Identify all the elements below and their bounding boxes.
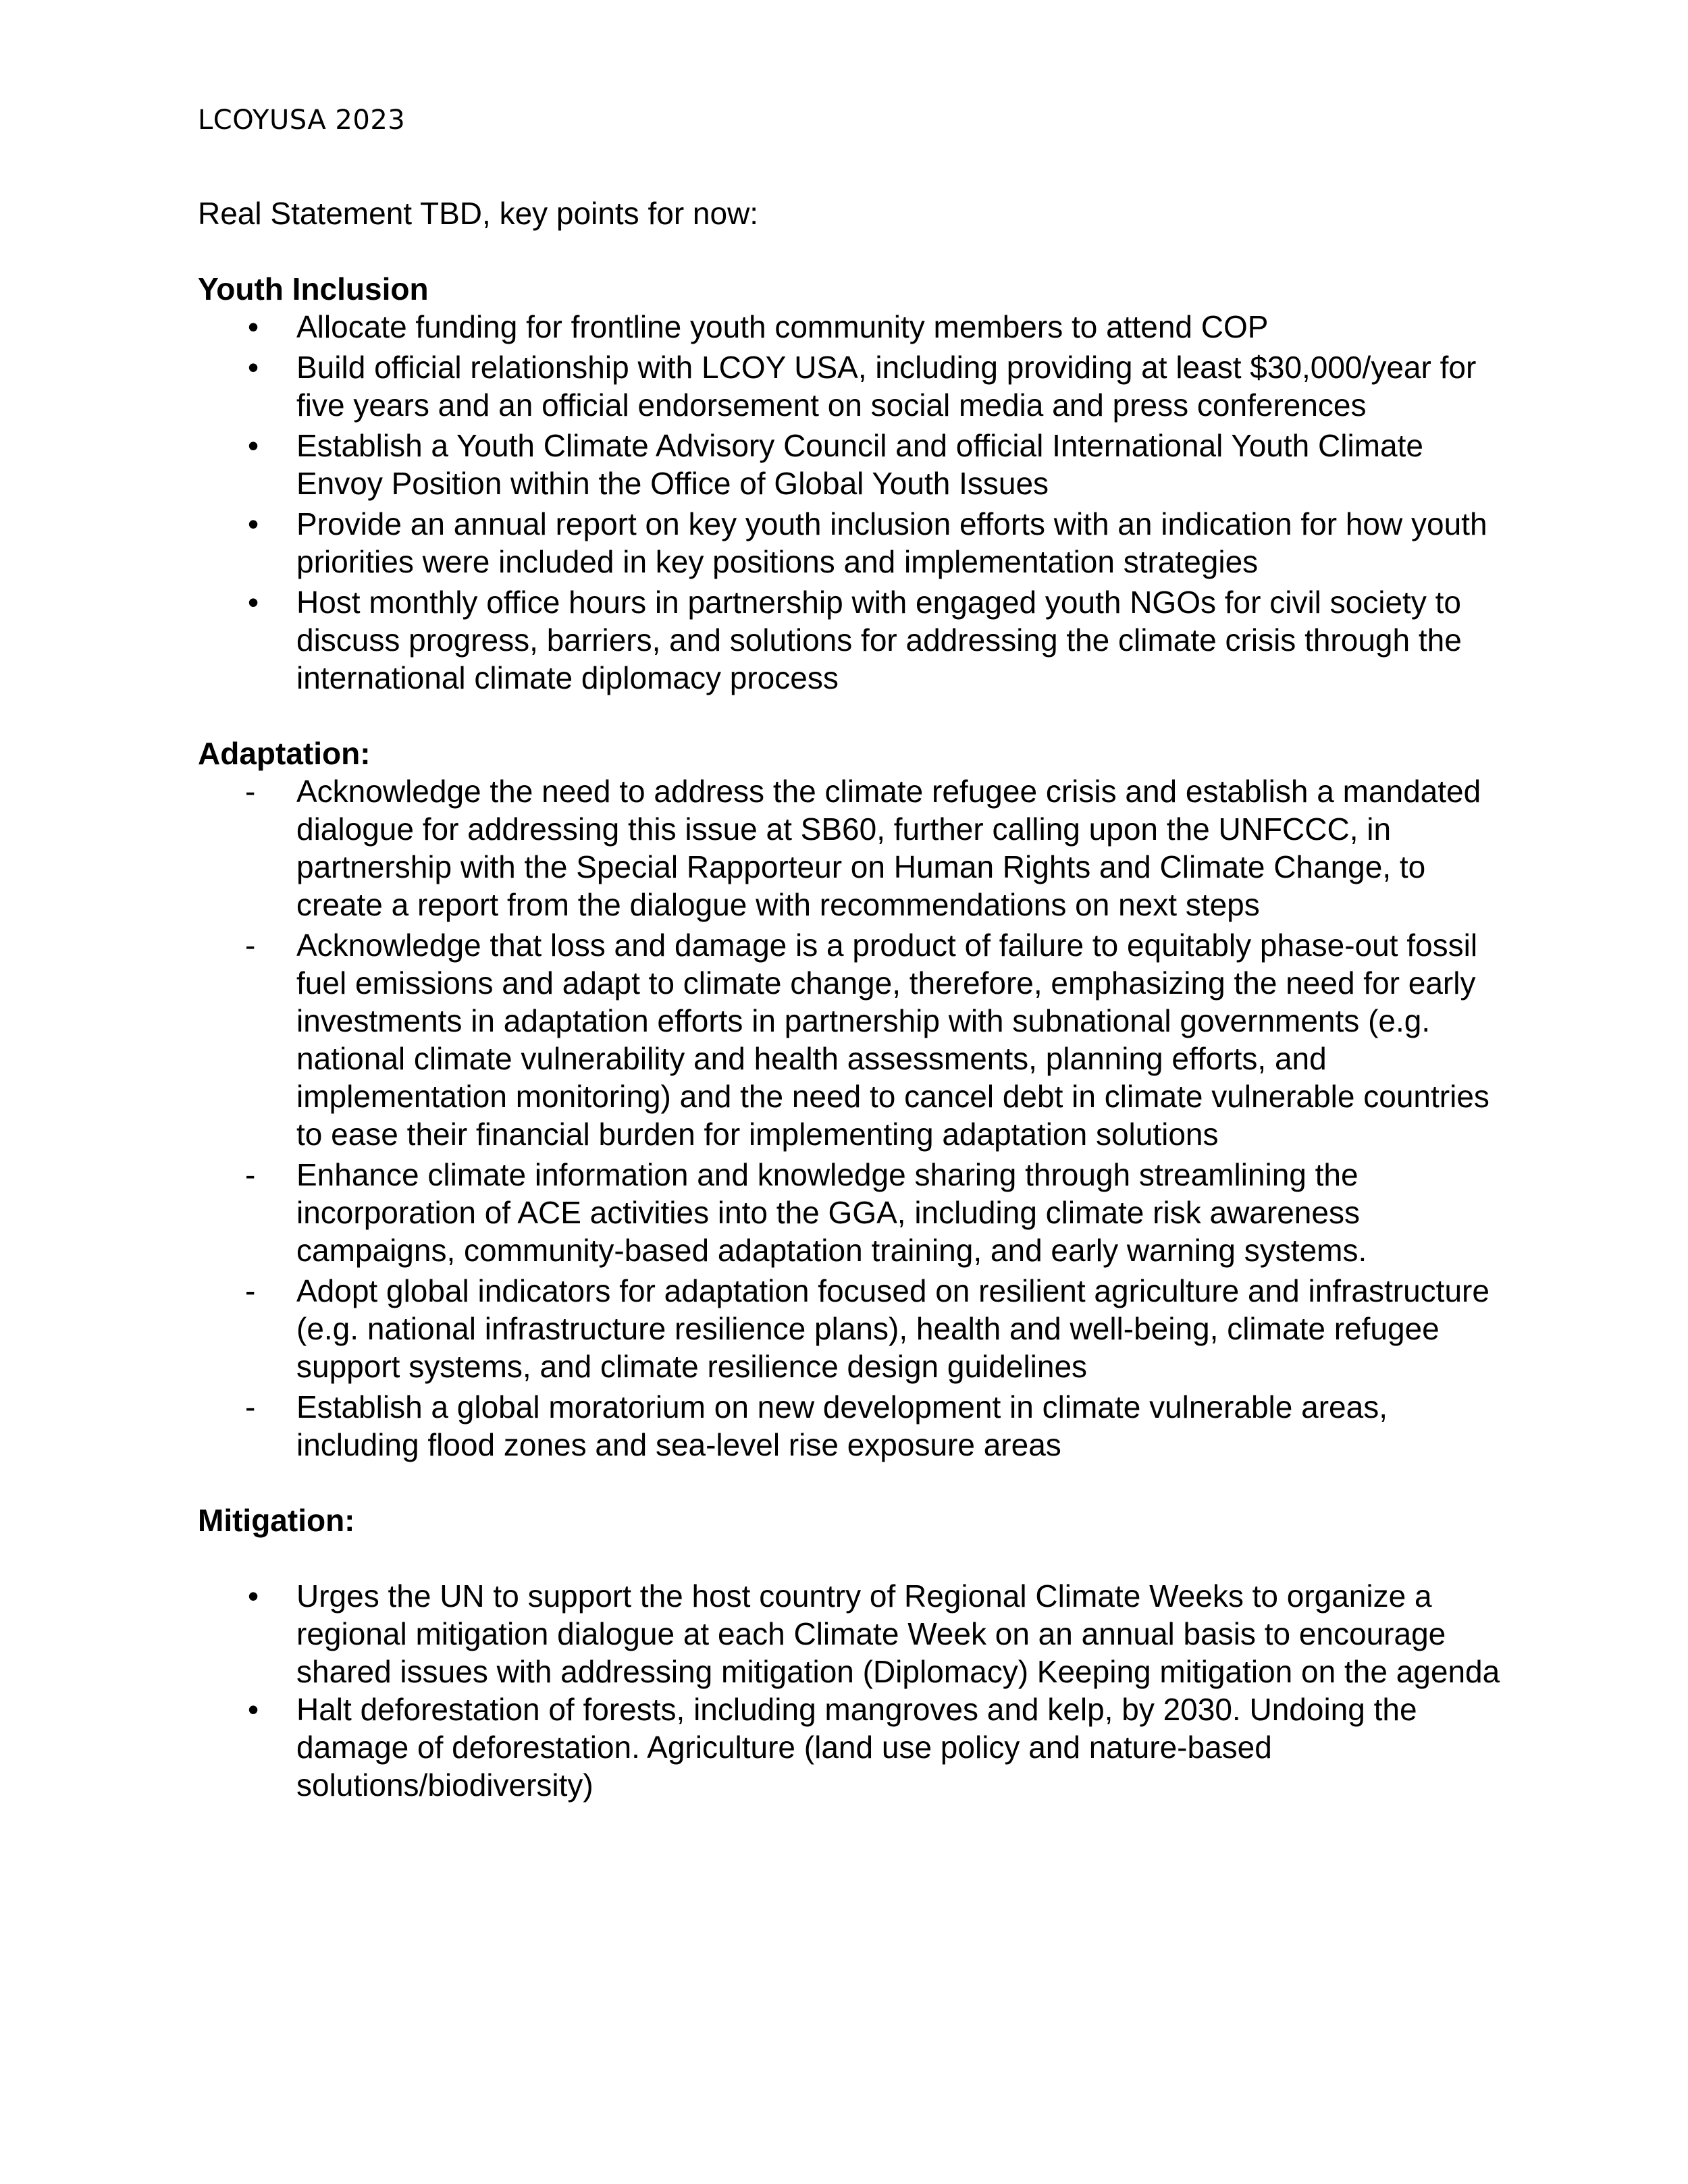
- dash-marker: -: [245, 774, 256, 809]
- list-item-text: Halt deforestation of forests, including mangroves and kelp, by 2030. Undoing the damage of deforestation. Agriculture (land use policy and nature-based solutions/biodiversity): [296, 1692, 1417, 1803]
- bullet-marker: •: [248, 585, 259, 620]
- list-item: [198, 308, 1501, 346]
- dash-marker: -: [245, 1273, 256, 1308]
- list-item-text: Allocate funding for frontline youth community members to attend COP: [296, 309, 1269, 344]
- list-item: [198, 1690, 1501, 1804]
- list-item: [198, 1577, 1501, 1690]
- adaptation-list: [198, 772, 1501, 1464]
- list-item-text: Acknowledge the need to address the climate refugee crisis and establish a mandated dialogue for addressing this issue at SB60, further calling upon the UNFCCC, in partnership with the Special Rapporteur on Human Rights and Climate Change, to create a report from the dialogue with recommendations on next steps: [296, 774, 1481, 922]
- bullet-marker: •: [248, 350, 259, 385]
- dash-marker: -: [245, 1157, 256, 1192]
- page-header: LCOYUSA 2023: [198, 105, 406, 136]
- intro-text: Real Statement TBD, key points for now:: [198, 196, 759, 231]
- list-item-text: Acknowledge that loss and damage is a product of failure to equitably phase-out fossil fuel emissions and adapt to climate change, therefore, emphasizing the need for early investments in adaptation efforts in partnership with subnational governments (e.g. national climate vulnerability and health assessments, planning efforts, and implementation monitoring) and the need to cancel debt in climate vulnerable countries to ease their financial burden for implementing adaptation solutions: [296, 928, 1489, 1152]
- section-title: Adaptation:: [198, 736, 371, 771]
- list-item-text: Build official relationship with LCOY USA, including providing at least $30,000/year for five years and an official endorsement on social media and press conferences: [296, 350, 1477, 423]
- list-item: [198, 1388, 1501, 1464]
- bullet-marker: •: [248, 309, 259, 344]
- list-item: [198, 1156, 1501, 1269]
- section-mitigation: [198, 1501, 1501, 1804]
- section-youth-inclusion: [198, 270, 1501, 697]
- dash-marker: -: [245, 1389, 256, 1424]
- list-item: [198, 427, 1501, 502]
- list-item: [198, 583, 1501, 697]
- list-item-text: Establish a global moratorium on new development in climate vulnerable areas, including flood zones and sea-level rise exposure areas: [296, 1389, 1388, 1462]
- list-item-text: Establish a Youth Climate Advisory Council and official International Youth Climate Envoy Position within the Office of Global Youth Issues: [296, 428, 1423, 501]
- list-item: [198, 1272, 1501, 1385]
- bullet-marker: •: [248, 506, 259, 541]
- list-item-text: Enhance climate information and knowledge sharing through streamlining the incorporation of ACE activities into the GGA, including climate risk awareness campaigns, community-based adaptation training, and early warning systems.: [296, 1157, 1367, 1268]
- list-item: [198, 505, 1501, 581]
- dash-marker: -: [245, 928, 256, 963]
- list-item: [198, 348, 1501, 424]
- list-item: [198, 926, 1501, 1153]
- list-item: [198, 772, 1501, 924]
- list-item-text: Adopt global indicators for adaptation focused on resilient agriculture and infrastructure (e.g. national infrastructure resilience plans), health and well-being, climate refugee support systems, and climate resilience design guidelines: [296, 1273, 1489, 1384]
- mitigation-list: [198, 1577, 1501, 1804]
- youth-inclusion-list: [198, 308, 1501, 697]
- list-item-text: Host monthly office hours in partnership with engaged youth NGOs for civil society to discuss progress, barriers, and solutions for addressing the climate crisis through the international climate diplomacy process: [296, 585, 1462, 695]
- list-item-text: Urges the UN to support the host country of Regional Climate Weeks to organize a regional mitigation dialogue at each Climate Week on an annual basis to encourage shared issues with addressing mitigation (Diplomacy) Keeping mitigation on the agenda: [296, 1578, 1500, 1689]
- section-title: Youth Inclusion: [198, 271, 429, 307]
- bullet-marker: •: [248, 1692, 259, 1727]
- bullet-marker: •: [248, 1578, 259, 1614]
- document-body: [198, 194, 1501, 1804]
- section-adaptation: [198, 735, 1501, 1464]
- section-title: Mitigation:: [198, 1503, 355, 1538]
- bullet-marker: •: [248, 428, 259, 463]
- list-item-text: Provide an annual report on key youth inclusion efforts with an indication for how youth priorities were included in key positions and implementation strategies: [296, 506, 1487, 579]
